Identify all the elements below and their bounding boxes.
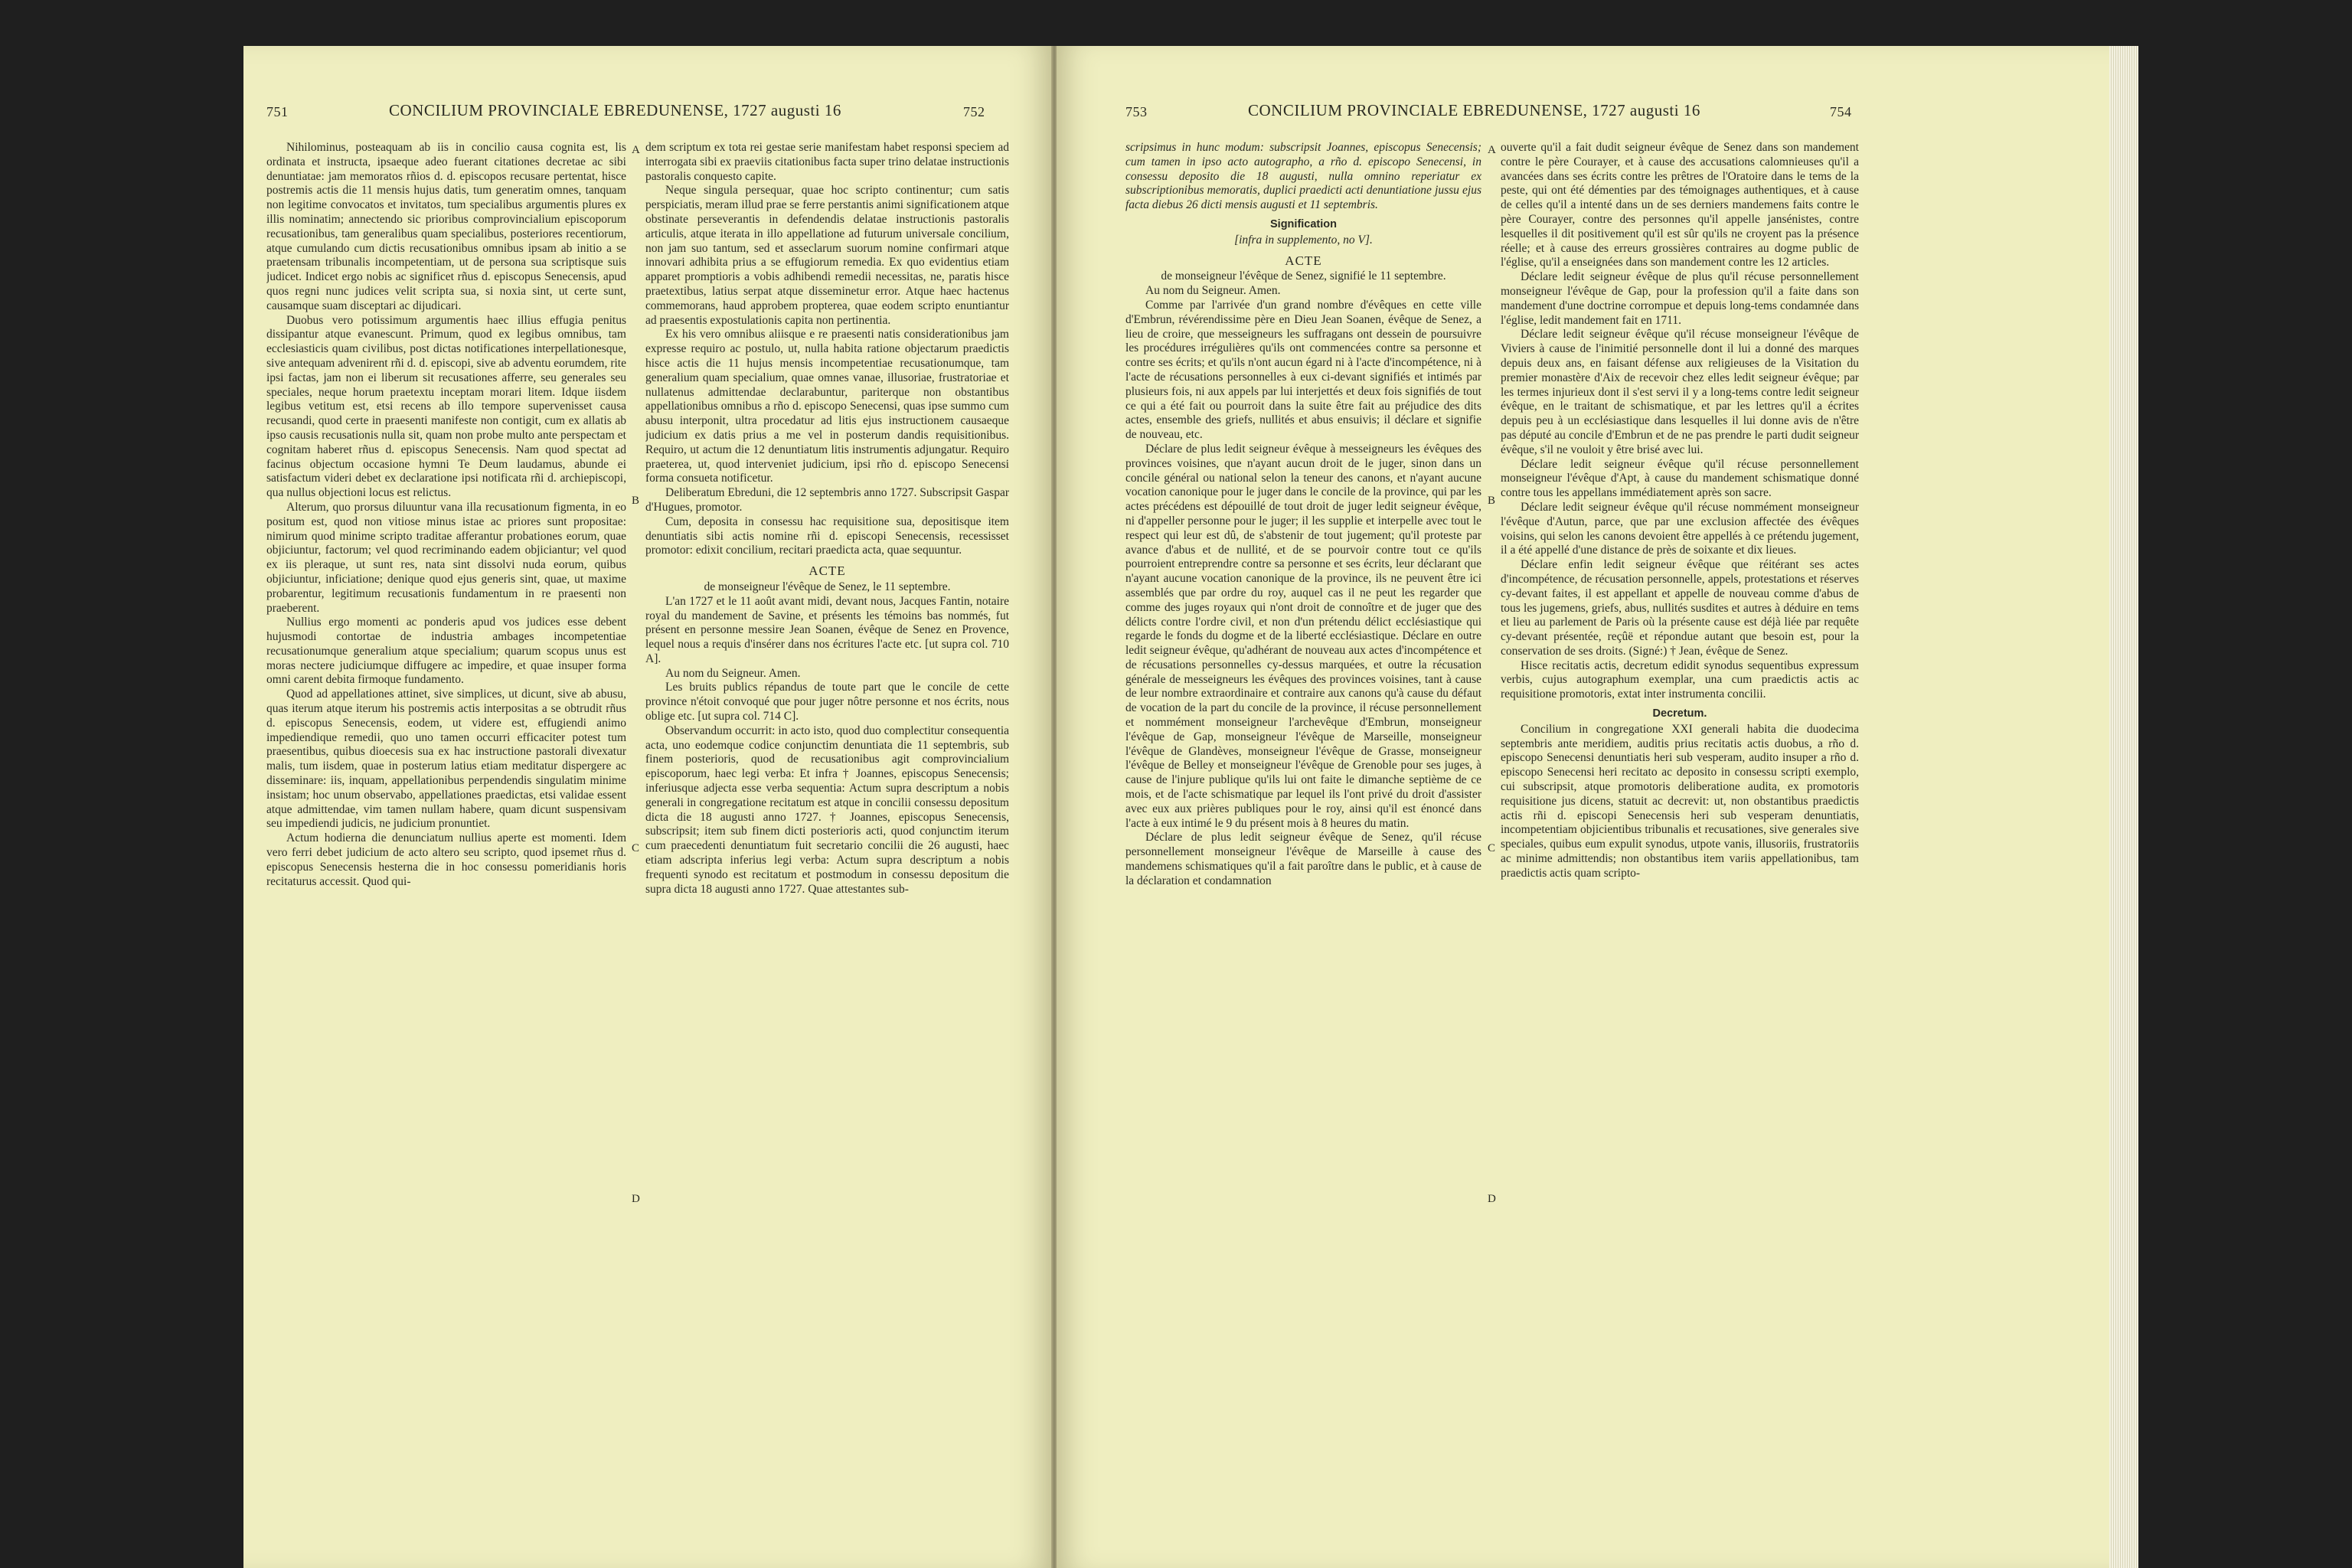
paragraph: Nullius ergo momenti ac ponderis apud vos judices esse debent hujusmodi contortae de industria ambages incompetentiae recusationumque generalium atque specialium; quarum scopus unus est moras nectere judiciumque diffugere ac impedire, et quae insuper forma omni carent debita firmoque fundamento.: [266, 616, 626, 687]
paragraph: scripsimus in hunc modum: subscripsit Joannes, episcopus Senecensis; cum tamen in ipso acto autographo, a rño d. episcopo Senecensi, in consessu deposito die 18 augusti, nulla omnino reperiatur ex subscriptionibus memoratis, duplici praedicti acti denuntiatione jussu ejus facta diebus 26 dicti mensis augusti et 11 septembris.: [1125, 141, 1481, 212]
acte-subtitle: de monseigneur l'évêque de Senez, le 11 septembre.: [704, 580, 951, 593]
left-column-a: [266, 141, 626, 1565]
paragraph: Déclare ledit seigneur évêque de plus qu'il récuse personnellement monseigneur l'évêque de Gap, pour la profession qu'il a faite dans son mandement d'une doctrine corrompue et depuis long-tems condamnée dans l'église, ledit mandement fait en 1711.: [1501, 270, 1859, 327]
paragraph: Nihilominus, posteaquam ab iis in concilio causa cognita est, lis ordinata et instructa, ipsaeque adeo fuerant citationes decretae ac sibi denuntiatae: jam memoratos rñios d. d. episcopos recusare pertentat, hisce postremis actis die 11 mensis hujus datis, tum generatim omnes, tanquam non legitime convocatos et invitatos, tum specialibus argumentis plures ex illis nominatim; annectendo sic prioribus comprovincialium episcoporum recusationibus, tam generalibus quam specialibus, posteriores recentiorum, atque cumulando cum dictis recusationibus omnibus ipsam ab initio a se praetensam tribunalis incompetentiam, ut de persona sua scriptisque suis judicet. Indicet ergo nobis ac significet rñus d. episcopus Senecensis, apud quos regni nunc judices velit scripta sua, si noxia sint, ut certe sunt, causamque suam disceptari ac dijudicari.: [266, 141, 626, 312]
paragraph: Observandum occurrit: in acto isto, quod duo complectitur consequentia acta, uno eodemque codice conjunctim denuntiata die 11 septembris, sub finem posterioris, quod de recusationibus agit comprovincialium episcoporum, haec legi verba: Et infra † Joannes, episcopus Senecensis; inferiusque adjecta esse verba sequentia: Actum supra descriptum a nobis generali in congregatione recitatum est atque in concilii consessu depositum dicta die 18 augusti anno 1727. † Joannes, episcopus Senecensis, subscripsit; item sub finem dicti posterioris acti, quod conjunctim iterum cum praecedenti denuntiatum fuit secretario concilii die 26 augusti, haec etiam adscripta inferius legi verba: Actum supra descriptum a nobis frequenti synodo est recitatum et postmodum in consessu depositum die supra dicta 18 augusti anno 1727. Quae attestantes sub-: [645, 724, 1009, 896]
paragraph: Déclare de plus ledit seigneur évêque de Senez, qu'il récuse personnellement monseigneur l'évêque de Marseille à cause des mandemens schismatiques qu'il a fait paroître dans le public, et à cause de la déclaration et condamnation: [1125, 831, 1481, 887]
left-column-b: [645, 141, 1009, 1565]
page-number-754: 754: [1830, 104, 1852, 119]
acte-heading: ACTE: [808, 564, 846, 579]
page-number-753: 753: [1125, 104, 1148, 119]
decretum-heading: Decretum.: [1652, 707, 1707, 720]
margin-marker-d: D: [1488, 1193, 1496, 1205]
acte-heading: ACTE: [1285, 253, 1322, 268]
page-number-752: 752: [963, 104, 985, 119]
paragraph: Déclare ledit seigneur évêque qu'il récuse monseigneur l'évêque de Viviers à cause de l'inimitié personnelle dont il lui a donné des marques depuis deux ans, en faisant défense aux religieuses de la Visitation du premier monastère d'Aix de recevoir chez elles ledit seigneur évêque; par les termes injurieux dont il s'est servi il y a long-tems contre ledit seigneur évêque, en le traitant de schismatique, et par les lettres qu'il a écrites depuis peu à un ecclésiastique dans lesquelles il lui donne avis de n'être pas député au concile d'Embrun et de ne pas prendre le parti dudit seigneur évêque, s'il ne vouloit y être brisé avec lui.: [1501, 328, 1859, 456]
signification-reference: [infra in supplemento, no V].: [1234, 233, 1373, 247]
left-page: [243, 46, 1051, 1568]
paragraph: ouverte qu'il a fait dudit seigneur évêque de Senez dans son mandement contre le père Courayer, et à cause des accusations calomnieuses qu'il a avancées dans ses écrits contre les prêtres de l'Oratoire dans le tems de la peste, qui ont été démenties par des témoignages authentiques, et à cause de celles qu'il a intenté dans un de ses derniers mandemens faits contre le père Courayer, contre des personnes qu'il appelle jansénistes, contre lesquelles il dit positivement qu'il est sûr qu'ils ne croyent pas la présence réelle; et à cause des erreurs grossières contraires au dogme public de l'église, qu'il a enseignées dans son mandement contre les 12 articles.: [1501, 141, 1859, 270]
paragraph: Déclare de plus ledit seigneur évêque à messeigneurs les évêques des provinces voisines, que n'ayant aucun droit de le juger, sinon dans un concile général ou national selon la teneur des canons, et n'ayant aucune vocation canonique pour le juger dans le concile de la province, qui par les actes précédens est dépouillé de tout droit de juger ledit seigneur évêque, ni d'appeller personne pour le juger; il les supplie et interpelle avec tout le respect qui leur est dû, de s'abstenir de tout jugement; qu'il proteste par avance d'abus et de nullité, et de se pourvoir contre tout ce qu'ils pourroient entreprendre contre sa personne et ses écrits, leur déclarant que n'ayant aucune vocation canonique de la province, ils ne peuvent être ici assemblés que par ordre du roy, auquel cas il ne peut les regarder que comme des juges royaux qui n'ont droit de connoître et de juger que des délicts contre l'ordre civil, et non d'un prétendu délict ecclésiastique qui regarde le fonds du dogme et de la liberté ecclésiastique. Déclare en outre ledit seigneur évêque, qu'adhérant de nouveau aux actes d'incompétence et de récusations personnelles cy-dessus marquées, et outre la récusation générale de messeigneurs les évêques des provinces voisines, tant à cause de leur nombre extraordinaire et contraire aux canons qu'à cause du défaut de vocation de la part du concile de la province, il récuse personnellement et nommément monseigneur l'archevêque d'Embrun, monseigneur l'évêque de Gap, monseigneur l'évêque de Marseille, monseigneur l'évêque de Glandèves, monseigneur l'évêque de Grasse, monseigneur l'évêque de Belley et monseigneur l'évêque de Grenoble pour ses juges, à cause de l'injure publique qu'ils lui ont faite le dimanche septième de ce mois, et de l'acte schismatique par lequel ils l'ont privé du droit d'assister avec eux aux prières publiques pour le roy, ainsi qu'il est énoncé dans l'acte à eux intimé le 9 du présent mois à 8 heures du matin.: [1125, 442, 1481, 830]
paragraph: Duobus vero potissimum argumentis haec illius effugia penitus dissipantur atque evanescunt. Primum, quod ex legibus omnibus, tam ecclesiasticis quam civilibus, post dictas notificationes interpellationesque, sive antequam advenirent rñi d. d. episcopi, sive ab adventu eorumdem, rite ipsi factas, jam non ei liberum sit recusationes afferre, seu generales seu speciales, neque horum praetextu inceptam morari litem. Idque iisdem legibus vetitum est, etsi recens ab illo tempore supervenisset causa recusandi, quod certe in praesenti manifeste non contigit, cum ex allatis ab ipso causis recusationis nulla sit, quam non probe multo ante perspectam et cognitam haberet rñus d. episcopus Senecensis. Nam quod spectat ad facinus objectum occasione hymni Te Deum laudamus, abunde ei satisfactum videri debet ex declaratione ipsi notificata rñi d. archiepiscopi, qua nullus objectioni locus est relictus.: [266, 313, 626, 500]
right-page-header: [1057, 101, 2109, 132]
paragraph: Hisce recitatis actis, decretum edidit synodus sequentibus expressum verbis, cujus autographum exemplar, una cum praedictis actis ac requisitione promotoris, extat inter instrumenta concilii.: [1501, 658, 1859, 701]
paragraph: Concilium in congregatione XXI generali habita die duodecima septembris ante meridiem, auditis prius recitatis actis duobus, a rño d. episcopo Senecensi denuntiatis heri sub vesperam, audito insuper a rño d. episcopo Senecensi heri recitato ac deposito in consessu scripti exemplo, cui subscripsit, atque promotoris deliberatione audita, ex promotoris requisitione jus dicens, statuit ac decrevit: ut, non obstantibus praedictis actis rñi d. episcopi Senecensis heri sub vesperam denuntiatis, incompetentiam objicientibus tribunalis et recusationes, sive generales sive speciales, quibus eum expulit synodus, utpote vanis, illusoriis, frustratoriis ac minime admittendis; non obstantibus item variis appellationibus, tam praedictis actis quam scripto-: [1501, 722, 1859, 880]
page-edges: [2109, 46, 2138, 1568]
paragraph: Déclare ledit seigneur évêque qu'il récuse personnellement monseigneur l'évêque d'Apt, à cause du mandement schismatique donné contre tous les appellans immédiatement après son sacre.: [1501, 457, 1859, 500]
paragraph: L'an 1727 et le 11 août avant midi, devant nous, Jacques Fantin, notaire royal du mandement de Savine, et présents les témoins bas nommés, fut présent en personne messire Jean Soanen, évêque de Senez en Provence, lequel nous a requis d'insérer dans nos écritures l'acte etc. [ut supra col. 710 A].: [645, 594, 1009, 665]
margin-marker-a: A: [632, 144, 640, 156]
paragraph: Ex his vero omnibus aliisque e re praesenti natis considerationibus jam expresse requiro ac postulo, ut, nulla habita ratione objectarum praedictis hisce actis die 11 hujus mensis incompetentiae recusationumque, tam generalium quam specialium, quae omnes vanae, illusoriae, frustratoriae et nullatenus admittendae declarabuntur, pariterque non obstantibus appellationibus omnibus a rño d. episcopo Senecensi, quas ipse summo cum abusu interponit, ultra procedatur ad litis ejus instructionem causaeque judicium ex datis prius a me vel in posterum dandis requisitionibus. Requiro, ut actum die 12 denuntiatum litis instrumentis adjungatur. Requiro praeterea, ut, quod interveniet judicium, ipsi rño d. episcopo Senecensi forma consueta notificetur.: [645, 328, 1009, 485]
paragraph: Actum hodierna die denunciatum nullius aperte est momenti. Idem vero ferri debet judicium de acto altero seu scripto, quod ipsemet rñus d. episcopus Senecensis hesterna die in hoc consessu pomeridianis horis recitaturus accessit. Quod qui-: [266, 831, 626, 888]
paragraph: Déclare ledit seigneur évêque qu'il récuse nommément monseigneur l'évêque d'Autun, parce, que par une exclusion affectée des évêques voisins, qui selon les canons devoient être appellés à ce prétendu jugement, il a été appellé d'une distance de près de soixante et dix lieues.: [1501, 500, 1859, 557]
paragraph: Quod ad appellationes attinet, sive simplices, ut dicunt, sive ab abusu, quas iterum atque iterum his postremis actis interpositas a se obtrudit rñus d. episcopus Senecensis, eodem, ut videre est, effugiendi animo impediendique remedii, quo uno tamen occurri efficaciter potest tum praesentibus, quibus dioecesis sua ex hac instructione pastorali divexatur malis, tum iisdem, quae in posterum latius etiam meditatur dispergere ac disseminare: iis, inquam, appellationibus perpendendis singulatim minime insistam; hoc unum observabo, appellationes praedictas, etsi validae essent atque admittendae, vim tamen nullam habere, quam dicunt suspensivam seu impediendi judicis, ne judicium pronuntiet.: [266, 688, 626, 831]
paragraph: Au nom du Seigneur. Amen.: [665, 666, 801, 680]
margin-marker-d: D: [632, 1193, 640, 1205]
page-number-751: 751: [266, 104, 289, 119]
paragraph: dem scriptum ex tota rei gestae serie manifestam habet responsi speciem ad interrogata sibi ex praeviis citationibus facta super trino delatae instructionis pastoralis conquesto capite.: [645, 141, 1009, 183]
margin-marker-c: C: [1488, 842, 1496, 854]
margin-marker-a: A: [1488, 144, 1496, 156]
running-title-left: CONCILIUM PROVINCIALE EBREDUNENSE, 1727 augusti 16: [389, 101, 841, 119]
right-column-a: [1125, 141, 1481, 1565]
left-page-header: [243, 101, 1051, 132]
signification-heading: Signification: [1270, 217, 1337, 230]
margin-marker-b: B: [1488, 495, 1496, 507]
paragraph: Deliberatum Ebreduni, die 12 septembris anno 1727. Subscripsit Gaspar d'Hugues, promotor.: [645, 486, 1009, 514]
paragraph: Déclare enfin ledit seigneur évêque que réitérant ses actes d'incompétence, de récusation personnelle, appels, protestations et réserves cy-devant faites, il est appellant et appelle de nouveau comme d'abus de tous les jugemens, griefs, abus, nullités susdites et autres à déduire en tems et lieu au parlement de Paris où la présente cause est déjà liée par requête cy-devant présentée, reçûë et répondue autant que besoin est, pour la conservation de ses droits. (Signé:) † Jean, évêque de Senez.: [1501, 558, 1859, 658]
margin-marker-c: C: [632, 842, 640, 854]
paragraph: Cum, deposita in consessu hac requisitione sua, depositisque item denuntiatis sibi actis nomine rñi d. episcopi Senecensis, recessisset promotor: edixit concilium, recitari praedicta acta, quae sequuntur.: [645, 514, 1009, 557]
acte-subtitle: de monseigneur l'évêque de Senez, signifié le 11 septembre.: [1161, 270, 1446, 283]
paragraph: Au nom du Seigneur. Amen.: [1145, 284, 1281, 298]
paragraph: Les bruits publics répandus de toute part que le concile de cette province n'étoit convoqué que pour juger nôtre personne et nos écrits, nous oblige etc. [ut supra col. 714 C].: [645, 681, 1009, 724]
right-page: [1057, 46, 2109, 1568]
margin-marker-b: B: [632, 495, 640, 507]
paragraph: Comme par l'arrivée d'un grand nombre d'évêques en cette ville d'Embrun, révérendissime père en Dieu Jean Soanen, évêque de Senez, a lieu de croire, que messeigneurs les suffragans ont dessein de poursuivre les procédures irrégulières qu'ils ont commencées contre sa personne et contre ses écrits; et qu'ils n'ont aucun égard ni à l'acte d'incompétence, ni à l'acte de récusations personnelles à eux ci-devant signifiés et intimés par plusieurs fois, ni aux appels par lui interjettés et deux fois signifiés de tout ce qui a été fait ou pourroit dans la suite être fait au préjudice des dits actes, ensemble des griefs, nullités et abus ensuivis; il déclare et signifie de nouveau, etc.: [1125, 298, 1481, 442]
paragraph: Neque singula persequar, quae hoc scripto continentur; cum satis perspiciatis, meram illud prae se ferre perstantis animi significationem atque obstinate perseverantis in defendendis delatae instructionis pastoralis articulis, atque iterata in illo appellatione ad futurum universale concilium, non jam suo tantum, sed et asseclarum suorum nomine confirmari atque innovari adhibita prius a se effugiorum remedia. Ex quo evidentius etiam apparet promptioris a vobis adhibendi remedii necessitas, ne, paratis hisce praetextibus, latius serpat atque disseminetur error. Atque haec hactenus commemorans, haud approbem propterea, quae eodem scripto enuntiantur ad praesentis expostulationis capita non pertinentia.: [645, 184, 1009, 327]
running-title-right: CONCILIUM PROVINCIALE EBREDUNENSE, 1727 augusti 16: [1248, 101, 1700, 119]
right-column-b: [1501, 141, 1859, 1565]
paragraph: Alterum, quo prorsus diluuntur vana illa recusationum figmenta, in eo positum est, quod non vitiose minus istae ac priores sunt propositae: nimirum quod minime scripto traditae afferantur probationes eorum, quae objiciuntur, factorum; vel quod recriminando eadem objiciantur; vel quod ex iis pleraque, ut sunt res, nata sint dissolvi nuda eorum, quibus objiciuntur, inficiatione; denique quod ejus generis sint, quae, ut maxime probarentur, legitimum recusationis fundamentum in re praesenti non praeberent.: [266, 500, 626, 615]
